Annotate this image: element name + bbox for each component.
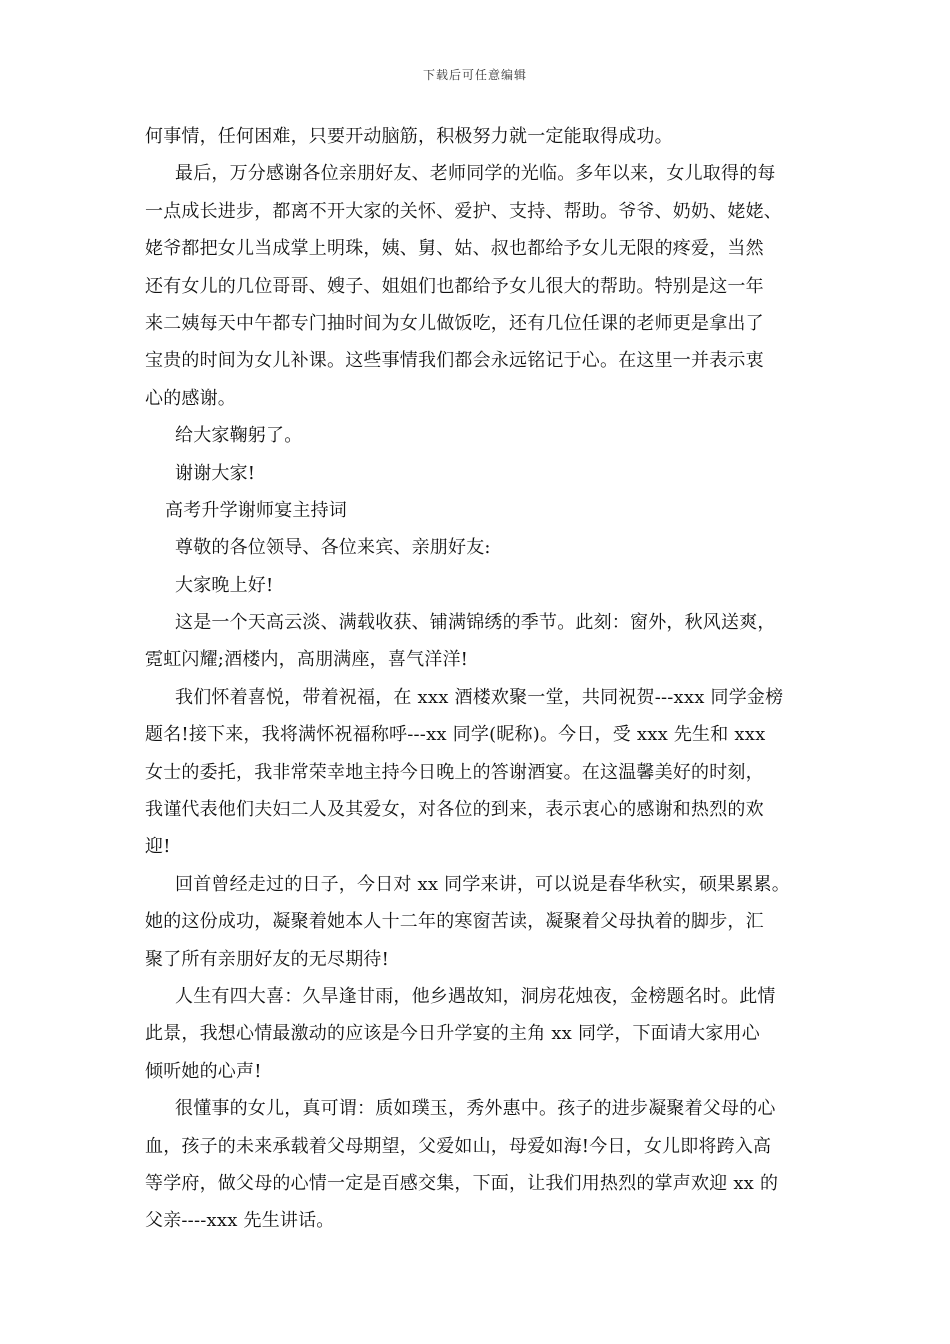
text-line: 还有女儿的几位哥哥、嫂子、姐姐们也都给予女儿很大的帮助。特别是这一年: [145, 275, 764, 297]
text-line: 最后，万分感谢各位亲朋好友、老师同学的光临。多年以来，女儿取得的每: [175, 163, 776, 185]
text-line: 姥爷都把女儿当成掌上明珠，姨、舅、姑、叔也都给予女儿无限的疼爱，当然: [145, 238, 764, 260]
section-title: 高考升学谢师宴主持词: [165, 499, 347, 521]
text-line: 我谨代表他们夫妇二人及其爱女，对各位的到来，表示衷心的感谢和热烈的欢: [145, 799, 764, 821]
text-line: 此景，我想心情最激动的应该是今日升学宴的主角 xx 同学，下面请大家用心: [145, 1023, 760, 1045]
text-line: 尊敬的各位领导、各位来宾、亲朋好友:: [175, 537, 491, 559]
text-line: 人生有四大喜：久旱逢甘雨，他乡遇故知，洞房花烛夜，金榜题名时。此情: [175, 985, 776, 1007]
text-line: 我们怀着喜悦，带着祝福，在 xxx 酒楼欢聚一堂，共同祝贺---xxx 同学金榜: [175, 686, 784, 708]
text-line: 来二姨每天中午都专门抽时间为女儿做饭吃，还有几位任课的老师更是拿出了: [145, 312, 764, 334]
text-line: 谢谢大家!: [175, 462, 256, 484]
text-line: 大家晚上好!: [175, 574, 274, 596]
text-line: 这是一个天高云淡、满载收获、铺满锦绣的季节。此刻：窗外，秋风送爽，: [175, 612, 776, 634]
text-line: 父亲----xxx 先生讲话。: [145, 1210, 335, 1232]
page-header: 下载后可任意编辑: [422, 68, 527, 82]
text-line: 宝贵的时间为女儿补课。这些事情我们都会永远铭记于心。在这里一并表示衷: [145, 350, 764, 372]
text-line: 迎!: [145, 836, 171, 858]
text-line: 血，孩子的未来承载着父母期望，父爱如山，母爱如海!今日，女儿即将跨入高: [145, 1135, 772, 1157]
text-line: 给大家鞠躬了。: [175, 425, 303, 447]
text-line: 倾听她的心声!: [145, 1060, 262, 1082]
text-line: 聚了所有亲朋好友的无尽期待!: [145, 948, 390, 970]
text-line: 心的感谢。: [145, 387, 236, 409]
text-line: 回首曾经走过的日子，今日对 xx 同学来讲，可以说是春华秋实，硕果累累。: [175, 873, 790, 895]
text-line: 何事情，任何困难，只要开动脑筋，积极努力就一定能取得成功。: [145, 126, 673, 147]
text-line: 很懂事的女儿，真可谓：质如璞玉，秀外惠中。孩子的进步凝聚着父母的心: [175, 1098, 776, 1120]
text-line: 她的这份成功，凝聚着她本人十二年的寒窗苦读，凝聚着父母执着的脚步，汇: [145, 911, 764, 933]
text-line: 霓虹闪耀;酒楼内，高朋满座，喜气洋洋!: [145, 649, 469, 671]
text-line: 题名!接下来，我将满怀祝福称呼---xx 同学(昵称)。今日，受 xxx 先生和 xxx: [145, 724, 766, 746]
text-line: 女士的委托，我非常荣幸地主持今日晚上的答谢酒宴。在这温馨美好的时刻，: [145, 761, 764, 783]
document-body: [145, 118, 810, 1240]
text-line: 等学府，做父母的心情一定是百感交集，下面，让我们用热烈的掌声欢迎 xx 的: [145, 1172, 779, 1194]
text-line: 一点成长进步，都离不开大家的关怀、爱护、支持、帮助。爷爷、奶奶、姥姥、: [145, 200, 782, 222]
